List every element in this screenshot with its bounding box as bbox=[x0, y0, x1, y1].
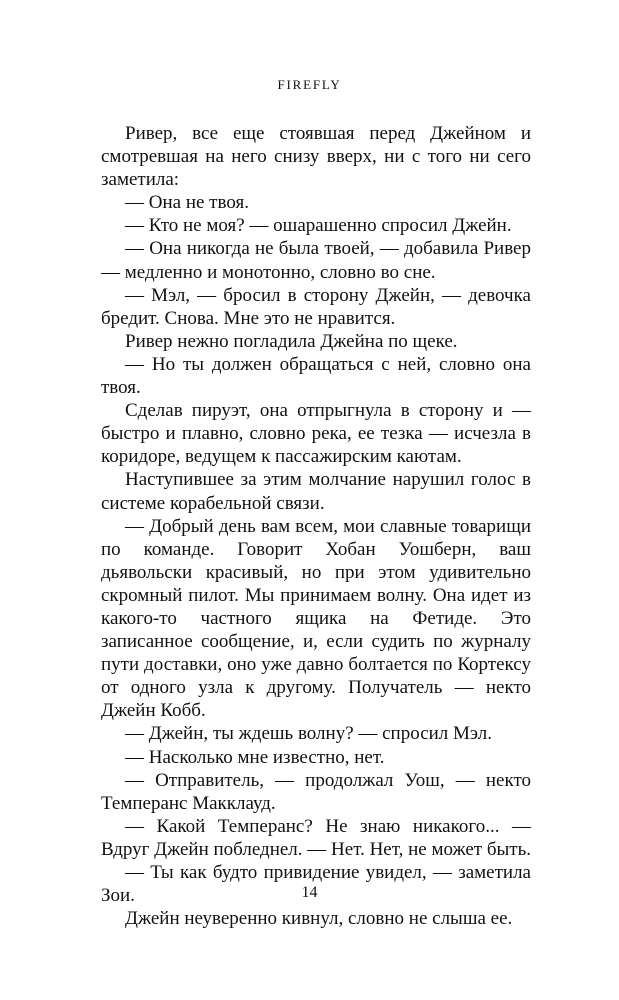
paragraph: — Мэл, — бросил в сторону Джейн, — девочка бредит. Снова. Мне это не нравится. bbox=[101, 284, 531, 329]
paragraph: — Насколько мне известно, нет. bbox=[125, 746, 385, 768]
paragraph: — Ты как будто привидение увидел, — заметила Зои. bbox=[101, 862, 531, 907]
paragraph: — Кто не моя? — ошарашенно спросил Джейн. bbox=[125, 215, 512, 237]
paragraph: — Она никогда не была твоей, — добавила Ривер — медленно и монотонно, словно во сне. bbox=[101, 238, 531, 283]
running-head: FIREFLY bbox=[277, 77, 342, 92]
paragraph: — Какой Темперанс? Не знаю никакого... — Вдруг Джейн побледнел. — Нет. Нет, не может быть. bbox=[101, 815, 532, 860]
body-text bbox=[101, 122, 531, 930]
paragraph: Джейн неуверенно кивнул, словно не слыша ее. bbox=[125, 908, 513, 930]
paragraph: Сделав пируэт, она отпрыгнула в сторону и — быстро и плавно, словно река, ее тезка — исчезла в коридоре, ведущем к пассажирским каютам. bbox=[101, 400, 531, 468]
paragraph: — Джейн, ты ждешь волну? — спросил Мэл. bbox=[125, 723, 492, 745]
paragraph: — Отправитель, — продолжал Уош, — некто Темперанс Макклауд. bbox=[101, 769, 531, 814]
paragraph: — Но ты должен обращаться с ней, словно она твоя. bbox=[101, 353, 531, 399]
paragraph: Наступившее за этим молчание нарушил голос в системе корабельной связи. bbox=[101, 469, 531, 514]
paragraph: — Она не твоя. bbox=[125, 192, 249, 214]
paragraph: Ривер нежно погладила Джейна по щеке. bbox=[125, 330, 458, 352]
paragraph: Ривер, все еще стоявшая перед Джейном и смотревшая на него снизу вверх, ни с того ни сего заметила: bbox=[101, 123, 531, 191]
page-number: 14 bbox=[301, 884, 318, 901]
paragraph: — Добрый день вам всем, мои славные товарищи по команде. Говорит Хобан Уошберн, ваш дьявольски красивый, но при этом удивительно скромный пилот. Мы принимаем волну. Она идет из какого-то частного ящика на Фетиде. Это записанное сообщение, и, если судить по журналу пути доставки, оно уже давно болтается по Кортексу от одного узла к другому. Получатель — некто Джейн Кобб. bbox=[101, 515, 531, 722]
